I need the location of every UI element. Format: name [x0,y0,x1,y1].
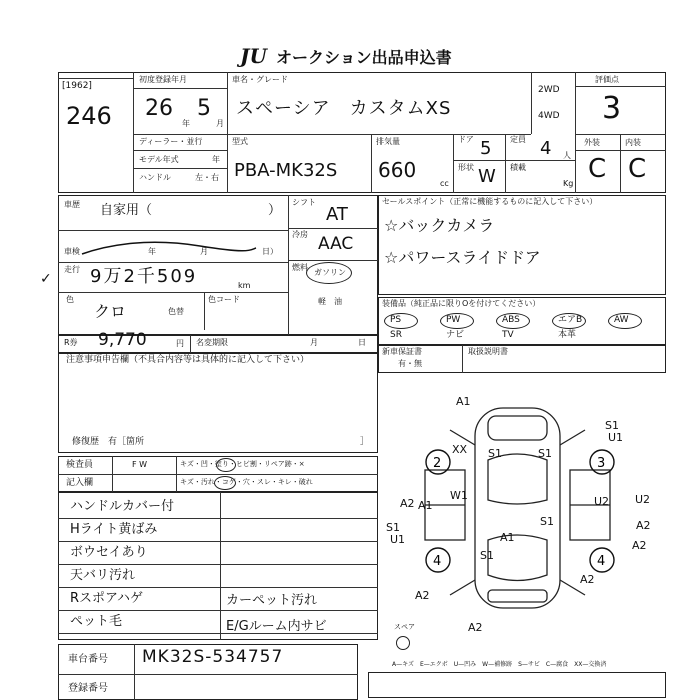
inspection-strike [80,236,260,260]
remark-item: ハンドルカバー付 [70,499,175,514]
checker-row1: キズ・凹・塗り・ヒビ割・リペア跡・× [180,460,305,468]
remark-item: Hライト黄ばみ [70,522,158,537]
equipment-item: AW [614,315,629,325]
capacity-label: 定員 [510,135,526,144]
fw-label: F W [132,460,148,469]
wheel-rl-score: 4 [433,554,442,569]
equipment-item: エアB [558,315,583,325]
int-grade: C [628,154,647,184]
repair-label: 修復歴 有［箇所 [72,437,145,447]
ac-label: 冷房 [292,230,308,239]
evaluation-label: 評価点 [595,75,619,84]
warranty-label: 新車保証書 [382,347,422,356]
shape-value: W [478,166,496,187]
spare-circle [396,636,410,650]
ext-grade: C [588,154,607,184]
damage-marks: A1 XX S1 S1 S1 U1 A1 U2 W1 A2 S1 A2 S1 U1 A1 S1 A2 U2 A2 A2 A2 [386,395,651,634]
chassis-value: MK32S-534757 [142,647,284,667]
load-label: 積載 [510,163,526,172]
drive-2wd: 2WD [538,85,560,95]
drive-4wd: 4WD [538,111,560,121]
type-label: 型式 [232,137,248,146]
usage-label: 車歴 [64,200,80,209]
check-mark: ✓ [40,271,52,287]
car-name-label: 車名・グレード [232,75,288,84]
legend-codes: A—キズ E—エクボ U—凹み W—補修跡 S—サビ C—腐食 XX—交換済 [392,661,607,668]
entry-label: 記入欄 [66,478,94,488]
fuel-alt: 軽 油 [318,297,342,306]
evaluation-score: 3 [602,91,622,126]
dealer-label: ディーラー・並行 [139,137,203,146]
capacity-value: 4 [540,138,552,159]
color-value: クロ [94,302,127,321]
doors-label: ドア [458,135,474,144]
displacement-label: 排気量 [376,137,400,146]
equipment-label: 装備品（純正品に限りOを付けてください） [382,299,541,308]
handle-label: ハンドル [139,173,171,182]
equipment-item: ABS [502,315,520,325]
footer-box [368,672,666,698]
type-value: PBA-MK32S [234,160,338,181]
recycle-label: R券 [64,338,78,347]
spare-label: スペア [394,623,415,631]
remark-right-1: カーペット汚れ [226,593,318,608]
mileage-value: 9万2千509 [90,266,198,287]
registration-year: 26 [145,96,173,121]
sales-item-1: ☆バックカメラ [384,216,495,235]
equipment-item: ナビ [446,330,465,340]
header [240,44,452,68]
fuel-label: 燃料 [292,263,308,272]
registration-month: 5 [197,96,211,121]
equipment-item: SR [390,330,402,340]
form-title: オークション出品申込書 [276,48,452,67]
ac-value: AAC [318,234,354,254]
remark-item: 天バリ汚れ [70,568,136,583]
shift-value: AT [326,204,348,225]
usage-value: 自家用（ [100,203,153,218]
color-label: 色 [66,295,74,304]
wheel-fl-score: 2 [433,456,442,471]
remark-item: Rスポアハゲ [70,591,143,606]
lot-ref: [1962] [62,81,92,91]
equipment-item: PS [390,315,402,325]
transfer-label: 名変期限 [196,338,228,347]
fuel-value: ガソリン [314,268,346,277]
warranty-value: 有・無 [398,359,422,368]
doors-value: 5 [480,138,492,159]
paint-label: 色替 [168,307,184,316]
shift-label: シフト [292,198,316,207]
registration-label: 初度登録年月 [139,75,187,84]
sales-label: セールスポイント（正常に機能するものに記入して下さい） [382,197,598,206]
ext-label: 外装 [584,138,600,147]
checker-label: 検査員 [66,460,94,470]
checker-row2: キズ・汚れ・コゲ・穴・スレ・キレ・破れ [180,478,313,486]
shape-label: 形状 [458,163,474,172]
wheel-rr-score: 4 [597,554,606,569]
equipment-item: 本革 [558,330,577,340]
brand-logo: JU [240,44,267,68]
remark-right-2: E/Gルーム内サビ [226,619,327,634]
chassis-label: 車台番号 [68,654,108,665]
displacement-value: 660 [378,158,417,182]
recycle-value: 9,770 [98,330,147,350]
reg-number-label: 登録番号 [68,683,108,694]
inspection-label: 車検 [64,247,80,256]
manual-label: 取扱説明書 [468,347,508,356]
color-code-label: 色コード [208,295,240,304]
lot-number: 246 [66,102,112,130]
equipment-item: PW [446,315,461,325]
int-label: 内装 [625,138,641,147]
wheel-fr-score: 3 [597,456,606,471]
sales-item-2: ☆パワースライドドア [384,248,541,267]
remark-item: ペット毛 [70,614,123,629]
model-year-label: モデル年式 [139,155,179,164]
sales-section [378,195,666,295]
remark-item: ボウセイあり [70,545,148,560]
notes-label: 注意事項申告欄（不具合内容等は具体的に記入して下さい） [66,355,310,365]
equipment-item: TV [502,330,514,340]
mileage-label: 走行 [64,265,80,274]
car-name-value: スペーシア カスタムXS [236,98,452,119]
